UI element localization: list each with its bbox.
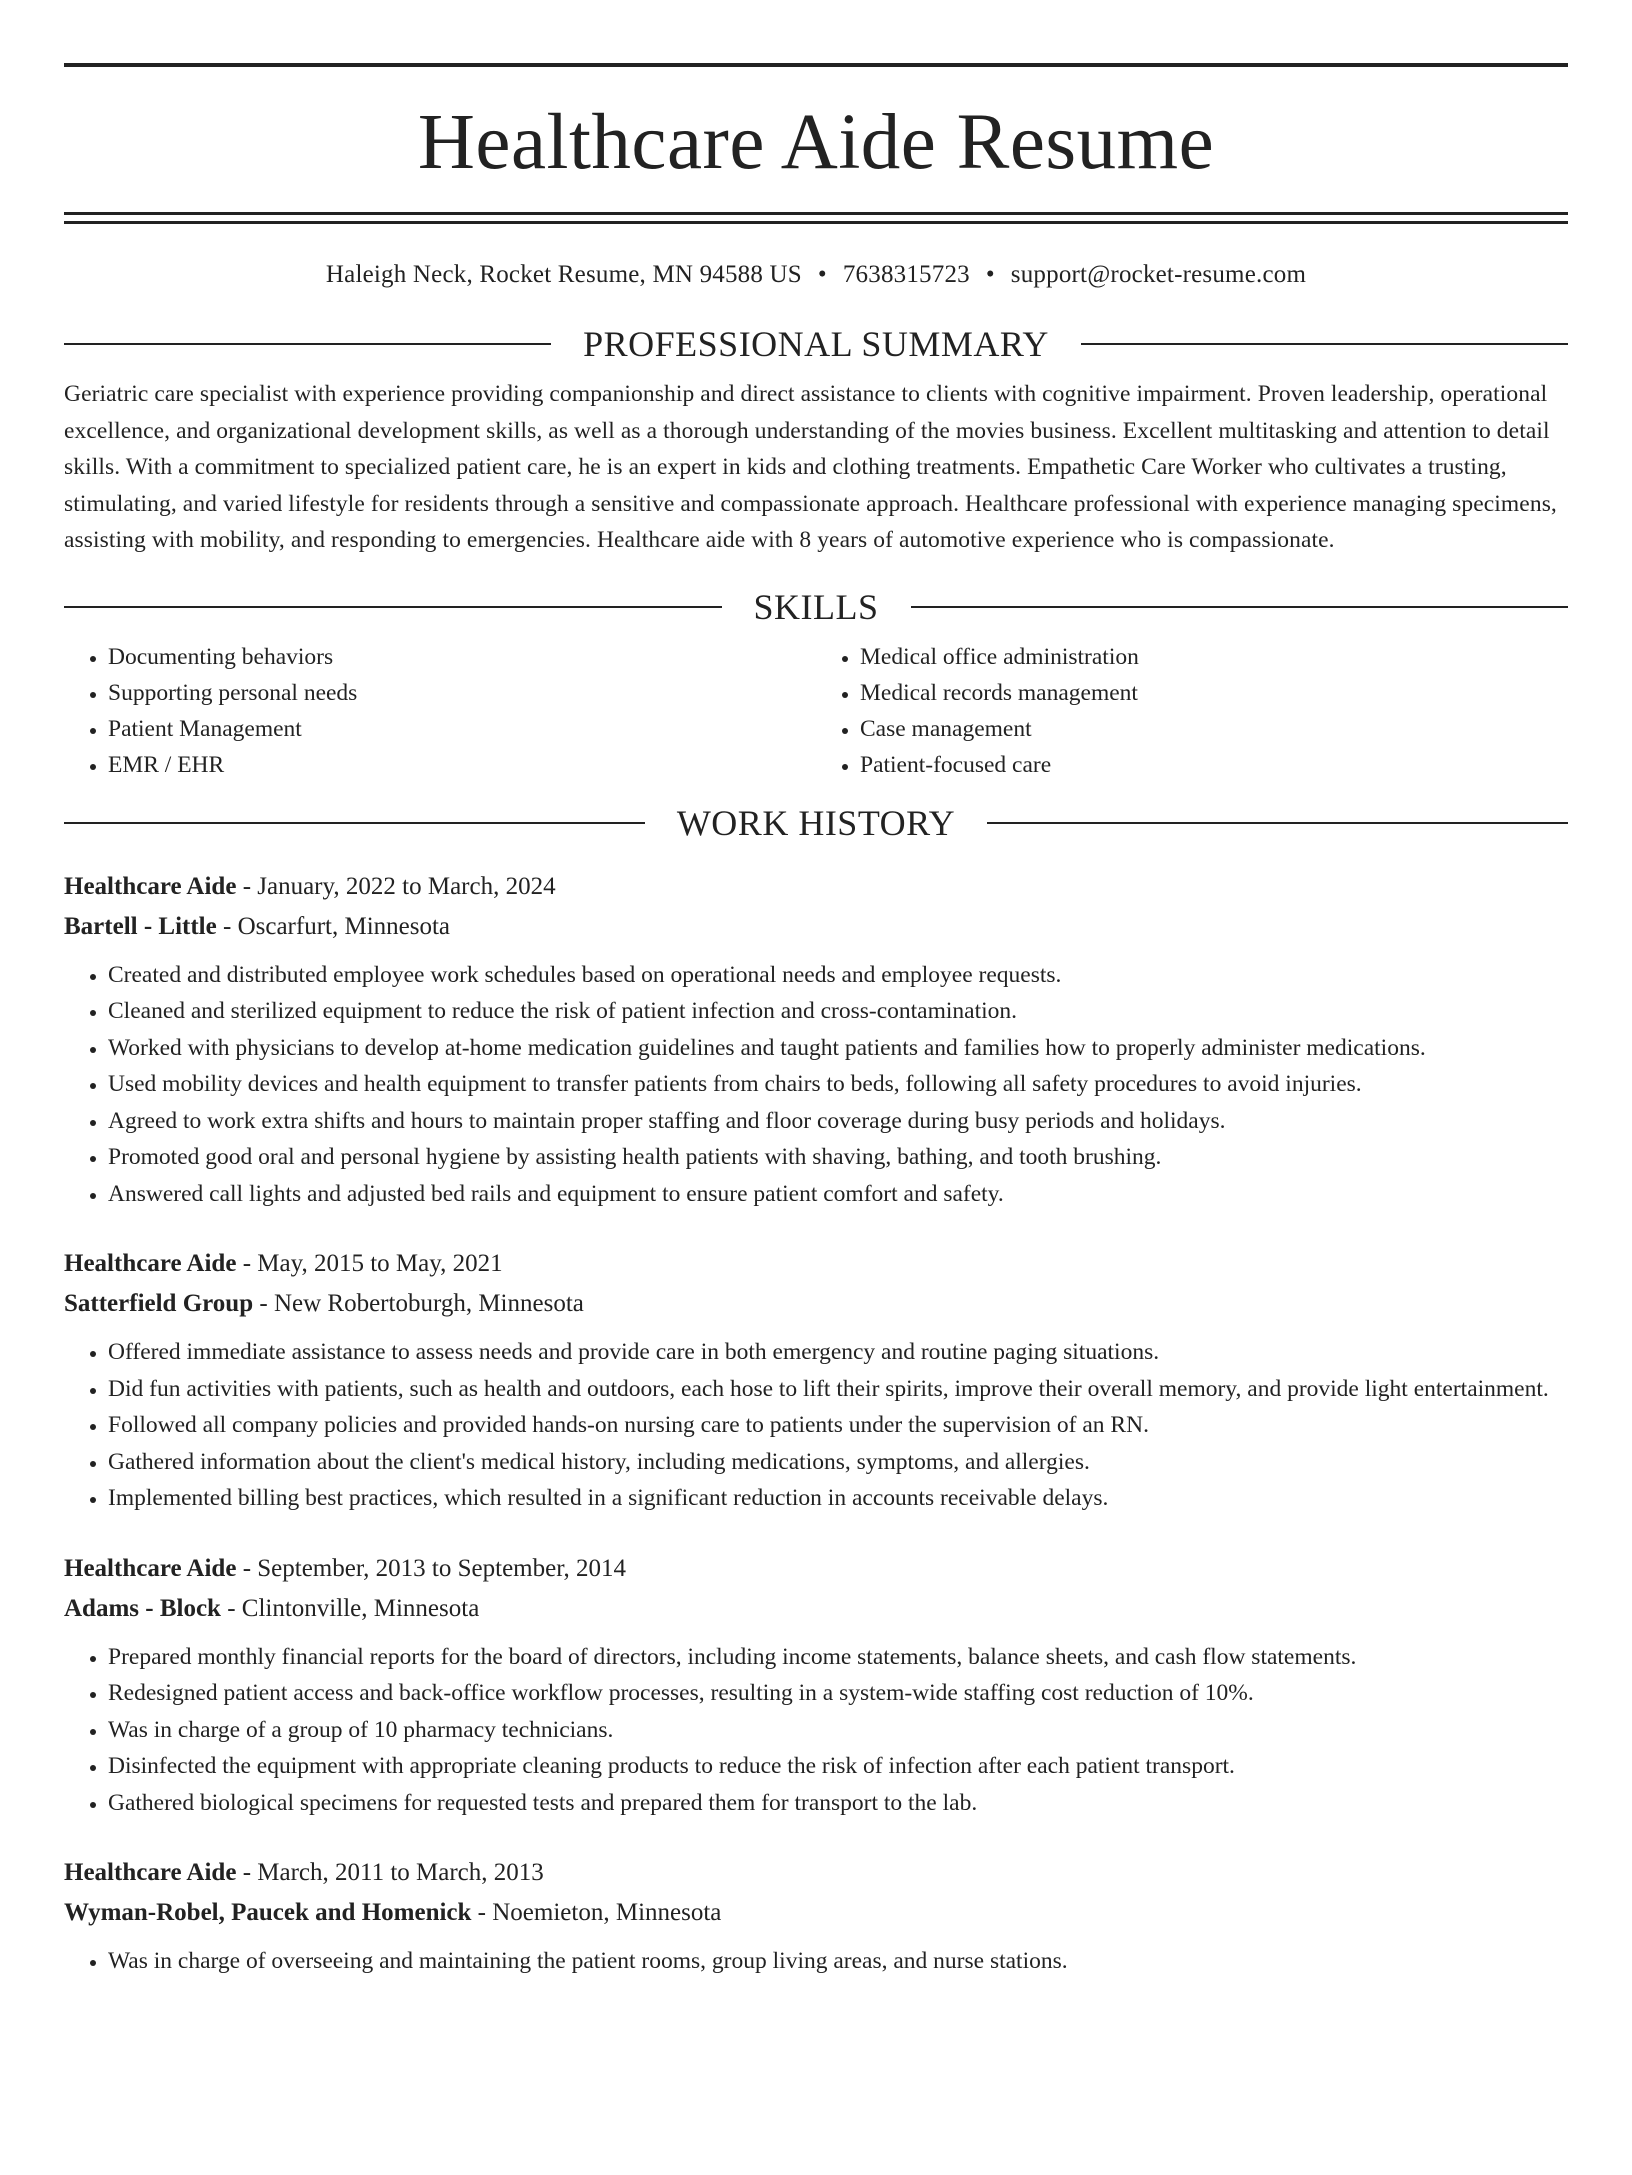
- job-location: Noemieton, Minnesota: [492, 1899, 722, 1926]
- contact-separator: •: [985, 261, 995, 288]
- heading-rule-right: [1081, 343, 1568, 345]
- job-company-line: [64, 1284, 1568, 1324]
- job-dates: January, 2022 to March, 2024: [257, 872, 556, 900]
- summary-heading: [64, 322, 1568, 366]
- job-bullet: • Worked with physicians to develop at-home medication guidelines and taught patients and families how to properly administer medications.: [108, 1030, 1568, 1067]
- skill-item: • Medical office administration: [860, 639, 1568, 675]
- job-location: Clintonville, Minnesota: [241, 1594, 480, 1622]
- heading-rule-left: [64, 822, 645, 824]
- job-bullet: • Was in charge of a group of 10 pharmacy technicians.: [108, 1712, 1568, 1749]
- skills-column-right: [816, 639, 1568, 783]
- job-bullet: • Gathered biological specimens for requested tests and prepared them for transport to the lab.: [108, 1785, 1568, 1822]
- skills-column-left: [64, 639, 816, 783]
- job-bullets: [64, 1943, 1568, 1980]
- job-company-line: [64, 1893, 1568, 1933]
- job-bullets: [64, 957, 1568, 1213]
- job-title-line: [64, 1549, 1568, 1589]
- job-title-line: [64, 867, 1568, 907]
- job-bullet: • Followed all company policies and provided hands-on nursing care to patients under the supervision of an RN.: [108, 1407, 1568, 1444]
- job-title-line: [64, 1853, 1568, 1893]
- job-bullet: • Prepared monthly financial reports for the board of directors, including income statements, balance sheets, and cash flow statements.: [108, 1639, 1568, 1676]
- skill-item: • EMR / EHR: [108, 747, 816, 783]
- job-company: Wyman-Robel, Paucek and Homenick: [64, 1899, 472, 1926]
- job-bullet: • Agreed to work extra shifts and hours to maintain proper staffing and floor coverage during busy periods and holidays.: [108, 1103, 1568, 1140]
- job-bullets: [64, 1334, 1568, 1517]
- job-location: New Robertoburgh, Minnesota: [273, 1290, 584, 1317]
- heading-rule-left: [64, 606, 722, 608]
- skill-item: • Patient Management: [108, 711, 816, 747]
- job-entry: [64, 867, 1568, 1213]
- job-title: Healthcare Aide: [64, 1250, 237, 1277]
- contact-email: support@rocket-resume.com: [1010, 261, 1307, 288]
- skill-item: • Patient-focused care: [860, 747, 1568, 783]
- dash: -: [253, 1290, 274, 1317]
- heading-rule-right: [911, 606, 1569, 608]
- job-bullet: • Was in charge of overseeing and maintaining the patient rooms, group living areas, and nurse stations.: [108, 1943, 1568, 1980]
- job-bullet: • Created and distributed employee work schedules based on operational needs and employee requests.: [108, 957, 1568, 994]
- contact-separator: •: [817, 261, 827, 288]
- job-dates: September, 2013 to September, 2014: [257, 1554, 627, 1582]
- job-title: Healthcare Aide: [64, 872, 237, 900]
- job-dates: March, 2011 to March, 2013: [257, 1859, 544, 1886]
- job-dates: May, 2015 to May, 2021: [257, 1250, 503, 1277]
- skills-heading: [64, 585, 1568, 629]
- job-bullet: • Disinfected the equipment with appropriate cleaning products to reduce the risk of infection after each patient transport.: [108, 1748, 1568, 1785]
- dash: -: [236, 1554, 258, 1582]
- job-company: Satterfield Group: [64, 1290, 254, 1317]
- dash: -: [216, 912, 238, 940]
- job-entry: [64, 1853, 1568, 1980]
- contact-address: Haleigh Neck, Rocket Resume, MN 94588 US: [325, 261, 802, 288]
- skill-item: • Documenting behaviors: [108, 639, 816, 675]
- work-heading-text: WORK HISTORY: [676, 802, 956, 843]
- skill-item: • Supporting personal needs: [108, 675, 816, 711]
- job-bullets: [64, 1639, 1568, 1822]
- heading-rule-left: [64, 343, 551, 345]
- skills-list: [64, 639, 1568, 783]
- skill-item: • Case management: [860, 711, 1568, 747]
- summary-heading-text: PROFESSIONAL SUMMARY: [583, 324, 1049, 364]
- resume-title: Healthcare Aide Resume: [417, 99, 1215, 186]
- job-bullet: • Did fun activities with patients, such as health and outdoors, each hose to lift their spirits, improve their overall memory, and provide light entertainment.: [108, 1371, 1568, 1408]
- job-title-line: [64, 1244, 1568, 1284]
- skill-item: • Medical records management: [860, 675, 1568, 711]
- job-entry: [64, 1244, 1568, 1517]
- job-company: Bartell - Little: [64, 912, 217, 940]
- job-bullet: • Cleaned and sterilized equipment to reduce the risk of patient infection and cross-contamination.: [108, 993, 1568, 1030]
- work-heading: [64, 801, 1568, 845]
- job-bullet: • Answered call lights and adjusted bed rails and equipment to ensure patient comfort and safety.: [108, 1176, 1568, 1213]
- job-bullet: • Implemented billing best practices, which resulted in a significant reduction in accounts receivable delays.: [108, 1480, 1568, 1517]
- job-company: Adams - Block: [64, 1594, 221, 1622]
- dash: -: [236, 872, 258, 900]
- job-company-line: [64, 907, 1568, 947]
- summary-text: Geriatric care specialist with experience providing companionship and direct assistance to clients with cognitive impairment. Proven leadership, operational excellence, and organizational development skills, as well as a thorough understanding of the movies business. Excellent multitasking and attention to detail skills. With a commitment to specialized patient care, he is an expert in kids and clothing treatments. Empathetic Care Worker who cultivates a trusting, stimulating, and varied lifestyle for residents through a sensitive and compassionate approach. Healthcare professional with experience managing specimens, assisting with mobility, and responding to emergencies. Healthcare aide with 8 years of automotive experience who is compassionate.: [64, 381, 1557, 553]
- dash: -: [236, 1250, 258, 1277]
- job-title: Healthcare Aide: [64, 1554, 237, 1582]
- skills-heading-text: SKILLS: [753, 586, 879, 627]
- job-company-line: [64, 1589, 1568, 1629]
- dash: -: [236, 1859, 258, 1886]
- job-bullet: • Promoted good oral and personal hygiene by assisting health patients with shaving, bathing, and tooth brushing.: [108, 1139, 1568, 1176]
- job-bullet: • Gathered information about the client's medical history, including medications, symptoms, and allergies.: [108, 1444, 1568, 1481]
- contact-line: [64, 260, 1568, 290]
- job-title: Healthcare Aide: [64, 1859, 237, 1886]
- contact-phone: 7638315723: [842, 261, 970, 288]
- resume-page: [0, 63, 1632, 2175]
- job-bullet: • Offered immediate assistance to assess needs and provide care in both emergency and routine paging situations.: [108, 1334, 1568, 1371]
- dash: -: [220, 1594, 242, 1622]
- job-location: Oscarfurt, Minnesota: [237, 912, 451, 940]
- job-bullet: • Redesigned patient access and back-office workflow processes, resulting in a system-wide staffing cost reduction of 10%.: [108, 1675, 1568, 1712]
- dash: -: [471, 1899, 493, 1926]
- job-entry: [64, 1549, 1568, 1822]
- top-rule: [64, 63, 1568, 67]
- job-bullet: • Used mobility devices and health equipment to transfer patients from chairs to beds, following all safety procedures to avoid injuries.: [108, 1066, 1568, 1103]
- heading-rule-right: [987, 822, 1568, 824]
- title-double-rule: [64, 212, 1568, 224]
